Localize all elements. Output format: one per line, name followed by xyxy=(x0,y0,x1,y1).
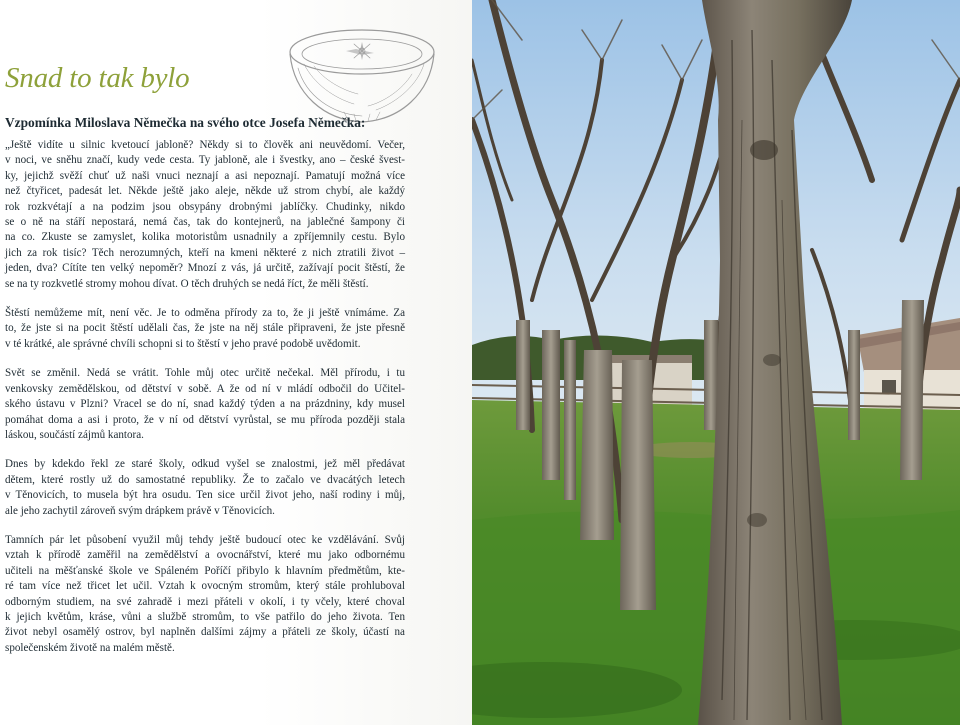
text-line: ré tam více než třicet let učil. Vztah k ovocným stromům, který stále prohluboval xyxy=(5,580,405,593)
paragraph xyxy=(5,366,405,443)
text-line: k jejich květům, kráse, vůni a službě stromům, to vše patřilo do jeho života. Ten xyxy=(5,610,405,623)
text-line: Dnes by kdekdo řekl ze staré školy, odkud vyšel se znalostmi, jež měl předávat xyxy=(5,458,405,471)
text-line: to, že jste si na pocit štěstí udělali čas, že jste na něj stále připraveni, že jste přesně xyxy=(5,322,405,335)
article-body xyxy=(5,138,405,670)
text-line: společenském životě na malém městě. xyxy=(5,641,175,654)
text-line: život nebyl osamělý ostrov, byl naplněn dalšími zájmy a přáteli ze školy, účastí na xyxy=(5,626,405,639)
article-subtitle: Vzpomínka Miloslava Němečka na svého otce Josefa Němečka: xyxy=(5,115,366,130)
text-line: ky, jejichž svěží chuť už naši vnuci neznají a asi nepoznají. Pamatují možná více xyxy=(5,169,405,182)
orchard-photo xyxy=(472,0,960,725)
text-line: pomáhat doma a asi i proto, že v ní od dětství vyrůstal, se mu příroda později stala xyxy=(5,413,405,426)
paragraph xyxy=(5,533,405,656)
text-line: se na ty rozkvetlé stromy mohou dívat. O těch druhých se nedá říct, že měli štěstí. xyxy=(5,277,369,290)
article-title: Snad to tak bylo xyxy=(5,62,190,94)
text-line: učiteli na měšťanské škole ve Spáleném Poříčí přibylo k hlavním předmětům, kte- xyxy=(5,564,405,577)
cut-apple-illustration xyxy=(284,24,442,128)
text-line: rok rozkvétají a na podzim jsou obsypány drobnými jablíčky. Chudinky, nikdo xyxy=(5,200,405,213)
text-line: jeden, dva? Cítíte ten velký nepoměr? Mnozí z vás, já určitě, zažívají pocit štěstí, že xyxy=(5,262,405,275)
paragraph xyxy=(5,138,405,292)
text-line: se o ně na stáří nepostará, nemá čas, tak do kontejnerů, na jablečné šampony či xyxy=(5,216,405,229)
text-line: Tamních pár let působení využil můj tehdy ještě budoucí otec ke vzdělávání. Svůj xyxy=(5,533,405,546)
text-line: na co. Zkuste se zamyslet, kolika motoristům usnadnily a zpříjemnily cestu. Bylo xyxy=(5,231,405,244)
text-line: venkovsky zemědělskou, od dětství v sobě. A že od ní v mládí odbočil do Učitel- xyxy=(5,382,405,395)
text-line: dětem, které rostly už do samostatné republiky. Že to začalo ve dvacátých letech xyxy=(5,473,405,486)
text-line: v Těnovicích, to musela být hra osudu. Ten sice určil život jeho, naší rodiny i můj, xyxy=(5,489,405,502)
text-line: v noci, ve sněhu značí, kudy vede cesta. Ty jabloně, ale i švestky, ano – české švest- xyxy=(5,154,405,167)
text-line: než čtyřicet, padesát let. Někde ještě jako aleje, někde už strom chybí, ale každý xyxy=(5,185,405,198)
text-line: odborným studiem, na své zahradě i mezi přáteli v okolí, i ty včely, které choval xyxy=(5,595,405,608)
text-line: „Ještě vidíte u silnic kvetoucí jabloně? Někdy si to člověk ani neuvědomí. Večer, xyxy=(5,139,405,151)
text-line: láskou, součástí zájmů kantora. xyxy=(5,428,144,441)
paragraph xyxy=(5,457,405,519)
text-line: Štěstí nemůžeme mít, není věc. Je to odměna přírody za to, že ji ještě vnímáme. Za xyxy=(5,307,405,320)
text-line: vztah k přírodě zaměřil na zemědělství a ovocnářství, které mu jako odbornému xyxy=(5,549,405,562)
text-line: ského ústavu v Plzni? Vracel se do ní, snad každý týden a na prázdniny, kdy musel xyxy=(5,398,405,411)
text-line: v té krátké, ale správné chvíli schopni si to štěstí v jeho pravé podobě uvědomit. xyxy=(5,337,361,350)
text-column xyxy=(0,0,472,725)
text-line: Svět se změnil. Nedá se vrátit. Tohle můj otec určitě nečekal. Měl přírodu, i tu xyxy=(5,367,405,380)
text-line: ale jeho zachytil zároveň svým drápkem právě v Těnovicích. xyxy=(5,504,275,517)
paragraph xyxy=(5,306,405,352)
text-line: jich za rok tisíc? Těch nerozumných, kteří na kmeni některé z nich ztratili život – xyxy=(5,246,405,259)
